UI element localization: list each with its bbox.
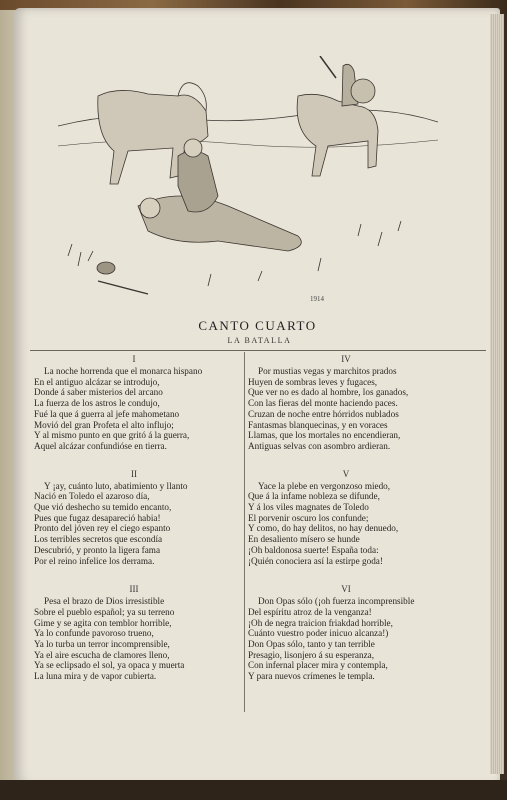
canto-title: CANTO CUARTO — [198, 318, 317, 333]
verse-line: Cruzan de noche entre hórridos nublados — [248, 408, 399, 419]
verse-line: Y para nuevos crímenes le templa. — [248, 671, 375, 682]
verse-line: La noche horrenda que el monarca hispano — [44, 366, 203, 376]
canto-subtitle: LA BATALLA — [227, 336, 292, 345]
stanza — [34, 353, 244, 452]
verse-line: ¡Quién conociera así la estirpe goda! — [248, 555, 383, 566]
verse-line: Pues que fugaz desapareció habia! — [34, 512, 161, 523]
verse-line: Sobre el pueblo español; ya su terreno — [34, 606, 175, 617]
verse-line: La luna mira y de vapor cubierta. — [34, 671, 157, 682]
stanza-number: III — [129, 584, 139, 595]
verse-line: Pesa el brazo de Dios irresistible — [44, 596, 165, 607]
verse-line: Fantasmas blanquecinas, y en voraces — [248, 419, 388, 430]
left-column — [34, 353, 244, 689]
stanza — [34, 468, 244, 567]
verse-line: Que á la infame nobleza se difunde, — [248, 491, 380, 502]
verse-line: Don Opas sólo, tanto y tan terrible — [248, 639, 375, 650]
verse-line: Aquel alcázar confundióse en tierra. — [34, 440, 167, 451]
verse-line: Cuánto vuestro poder inicuo alcanza!) — [248, 628, 389, 639]
verse-line: En desaliento mísero se hunde — [248, 534, 360, 545]
verse-line: Movió del gran Profeta el alto influjo; — [34, 419, 174, 430]
header-rule — [30, 350, 486, 351]
verse-line: Fué la que á guerra al jefe mahometano — [34, 408, 180, 419]
verse-line: Donde á saber misterios del arcano — [34, 387, 163, 398]
artist-signature: 1914 — [310, 295, 324, 303]
verse-line: Que vió deshecho su temido encanto, — [34, 502, 172, 513]
verse-line: Con infernal placer mira y contempla, — [248, 660, 388, 671]
stanza — [34, 583, 244, 682]
verse-line: El porvenir oscuro los confunde; — [248, 512, 369, 523]
verse-line: Los terribles secretos que escondía — [34, 534, 163, 545]
verse-line: Ya el aire escucha de clamores lleno, — [34, 649, 170, 660]
verse-line: En el antiguo alcázar se introdujo, — [34, 376, 160, 387]
verse-line: Y como, do hay delitos, no hay denuedo, — [248, 523, 399, 534]
verse-line: Nació en Toledo el azaroso día, — [34, 491, 150, 502]
verse-line: ¡Oh de negra traicion friakdad horrible, — [248, 617, 393, 628]
verse-line: Por el reino infelice los derrama. — [34, 555, 155, 566]
verse-line: Pronto del jóven rey el ciego espanto — [34, 523, 171, 534]
verse-line: Que ver no es dado al hombre, los ganados, — [248, 387, 409, 398]
verse-line: Llamas, que los mortales no encendieran, — [248, 430, 401, 441]
stanza-number: II — [131, 468, 137, 479]
battle-scene-illustration — [58, 56, 438, 314]
stanza-number: VI — [341, 584, 351, 595]
right-column — [248, 353, 458, 689]
stanza-number: V — [342, 468, 350, 479]
page-fore-edge — [490, 14, 504, 774]
verse-line: Yace la plebe en vergonzoso miedo, — [258, 480, 391, 491]
verse-line: Descubrió, y pronto la ligera fama — [34, 544, 161, 555]
verse-line: Ya se eclipsado el sol, ya opaca y muerta — [34, 660, 185, 671]
verse-line: Del espíritu atroz de la venganza! — [248, 606, 372, 617]
verse-line: Antiguas selvas con asombro ardieran. — [248, 440, 391, 451]
stanza — [248, 468, 458, 567]
verse-line: Gime y se agita con temblor horrible, — [34, 617, 172, 628]
verse-line: Por mustias vegas y marchitos prados — [258, 366, 397, 376]
stanza — [248, 353, 458, 452]
stanza — [248, 583, 458, 682]
verse-line: Con las fieras del monte haciendo paces. — [248, 398, 398, 409]
verse-line: Ya lo confunde pavoroso trueno, — [34, 628, 154, 639]
stanza-number: IV — [341, 354, 351, 364]
verse-line: La fuerza de los astros le condujo, — [34, 398, 160, 409]
stanza-number: I — [132, 354, 136, 364]
table-surface — [0, 780, 507, 800]
verse-line: Presagio, lisonjero á su esperanza, — [248, 649, 375, 660]
verse-line: Don Opas sólo (¡oh fuerza incomprensible — [258, 596, 415, 607]
verse-line: ¡Oh baldonosa suerte! España toda: — [248, 544, 379, 555]
column-divider — [244, 352, 245, 712]
verse-line: Y ¡ay, cuánto luto, abatimiento y llanto — [44, 480, 188, 491]
verse-line: Y á los viles magnates de Toledo — [248, 502, 369, 513]
verse-line: Y al mismo punto en que gritó á la guerra, — [34, 430, 190, 441]
verse-line: Ya lo turba un terror incomprensible, — [34, 639, 170, 650]
verse-line: Huyen de sombras leves y fugaces, — [248, 376, 378, 387]
